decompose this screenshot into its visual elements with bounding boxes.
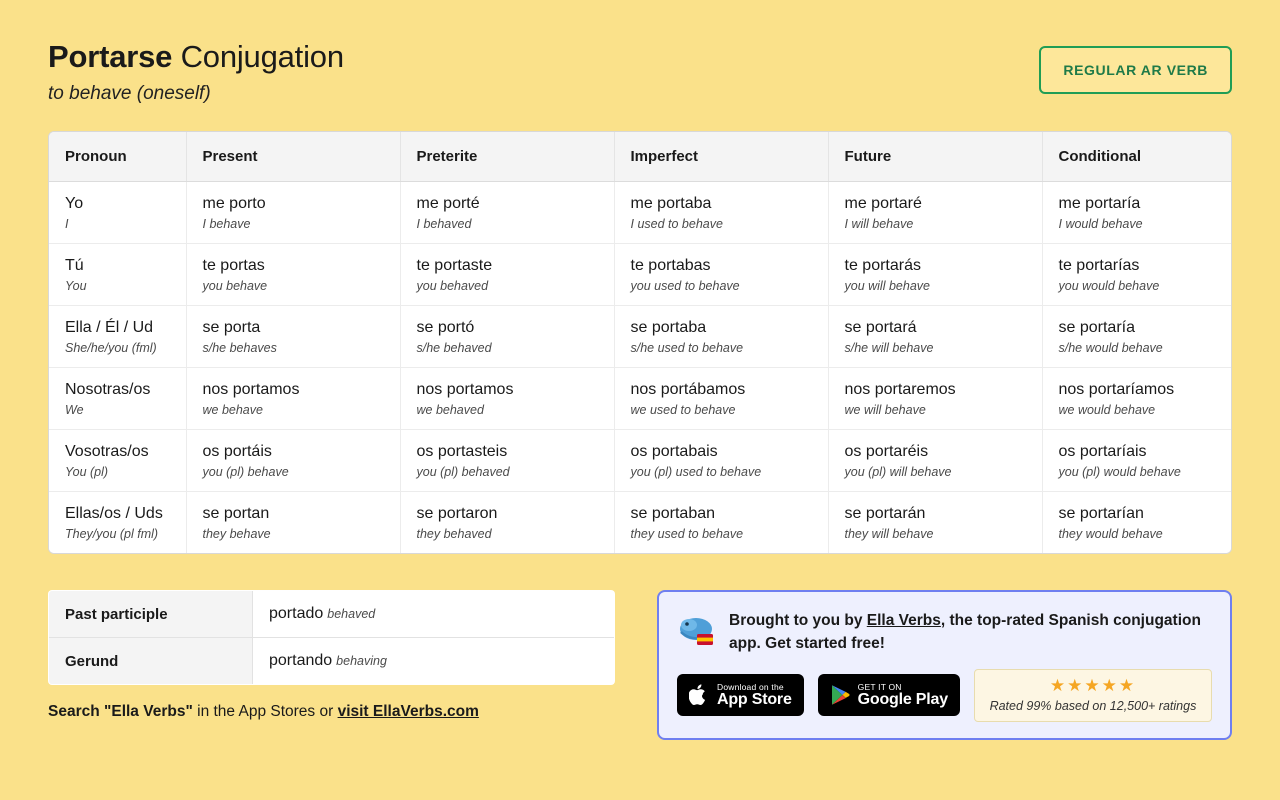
conjugation-form: me portaré — [844, 195, 922, 213]
column-header-preterite: Preterite — [400, 132, 614, 182]
conjugation-cell — [614, 306, 828, 368]
table-row — [49, 492, 1232, 554]
pronoun-cell — [49, 430, 186, 492]
promo-box — [657, 590, 1232, 740]
pronoun-cell — [49, 244, 186, 306]
conjugation-cell — [400, 244, 614, 306]
extra-forms-section — [48, 590, 615, 721]
conjugation-form: se portaron — [416, 505, 498, 523]
conjugation-form: te portarás — [844, 257, 921, 275]
conjugation-form: nos portamos — [416, 381, 514, 399]
past-participle-cell — [253, 591, 615, 638]
rating-box — [974, 669, 1212, 722]
promo-header — [677, 610, 1212, 655]
conjugation-translation: we will behave — [844, 403, 926, 418]
pronoun-label: Tú — [65, 257, 84, 275]
conjugation-translation: s/he behaves — [202, 341, 277, 356]
conjugation-cell — [828, 430, 1042, 492]
google-play-big-label: Google Play — [857, 690, 948, 708]
gerund-translation: behaving — [336, 654, 387, 669]
conjugation-cell — [186, 182, 400, 244]
conjugation-translation: they behaved — [416, 527, 492, 542]
conjugation-cell — [186, 492, 400, 554]
conjugation-translation: they behave — [202, 527, 271, 542]
conjugation-cell — [186, 306, 400, 368]
conjugation-form: os portáis — [202, 443, 272, 461]
conjugation-form: os portabais — [630, 443, 718, 461]
conjugation-table — [49, 132, 1232, 553]
conjugation-form: se portarán — [844, 505, 926, 523]
conjugation-form: os portaréis — [844, 443, 929, 461]
pronoun-translation: We — [65, 403, 84, 418]
conjugation-translation: I used to behave — [630, 217, 723, 232]
pronoun-translation: You (pl) — [65, 465, 109, 480]
table-row — [49, 638, 615, 685]
conjugation-cell — [186, 430, 400, 492]
google-play-labels — [858, 683, 948, 709]
column-header-present: Present — [186, 132, 400, 182]
pronoun-cell — [49, 306, 186, 368]
conjugation-cell — [1042, 430, 1232, 492]
conjugation-form: me portaba — [630, 195, 712, 213]
conjugation-translation: you behave — [202, 279, 268, 294]
conjugation-translation: you will behave — [844, 279, 930, 294]
conjugation-translation: you (pl) would behave — [1058, 465, 1181, 480]
conjugation-translation: you behaved — [416, 279, 489, 294]
conjugation-form: nos portaremos — [844, 381, 956, 399]
promo-text-after: , the top-rated Spanish conjugation app. Get started free! — [729, 612, 1201, 652]
table-row — [49, 591, 615, 638]
search-callout-prefix: Search "Ella Verbs" — [48, 703, 193, 721]
conjugation-translation: they used to behave — [630, 527, 744, 542]
past-participle-translation: behaved — [327, 607, 376, 622]
past-participle-form: portado — [269, 605, 324, 623]
conjugation-translation: you (pl) will behave — [844, 465, 952, 480]
rating-text: Rated 99% based on 12,500+ ratings — [989, 698, 1197, 713]
conjugation-form: te portabas — [630, 257, 711, 275]
store-buttons — [677, 669, 1212, 722]
conjugation-cell — [400, 368, 614, 430]
conjugation-translation: I would behave — [1058, 217, 1143, 232]
conjugation-cell — [1042, 368, 1232, 430]
conjugation-form: se portaba — [630, 319, 707, 337]
pronoun-cell — [49, 492, 186, 554]
conjugation-form: se portaría — [1058, 319, 1135, 337]
conjugation-cell — [400, 430, 614, 492]
apple-icon — [689, 683, 709, 707]
conjugation-translation: you (pl) behaved — [416, 465, 510, 480]
conjugation-form: nos portamos — [202, 381, 300, 399]
conjugation-form: te portas — [202, 257, 265, 275]
pronoun-cell — [49, 368, 186, 430]
conjugation-cell — [828, 244, 1042, 306]
app-store-big-label: App Store — [717, 690, 792, 708]
table-row — [49, 306, 1232, 368]
ellaverbs-website-link[interactable]: visit EllaVerbs.com — [337, 703, 479, 721]
column-header-pronoun: Pronoun — [49, 132, 186, 182]
conjugation-translation: I behave — [202, 217, 251, 232]
conjugation-form: os portasteis — [416, 443, 508, 461]
search-callout — [48, 703, 615, 721]
conjugation-translation: you used to behave — [630, 279, 740, 294]
verb-translation: to behave (oneself) — [48, 83, 211, 105]
conjugation-cell — [400, 182, 614, 244]
pronoun-translation: She/he/you (fml) — [65, 341, 157, 356]
pronoun-translation: They/you (pl fml) — [65, 527, 159, 542]
conjugation-form: se porta — [202, 319, 261, 337]
ella-verbs-link[interactable]: Ella Verbs — [866, 612, 941, 630]
conjugation-translation: s/he used to behave — [630, 341, 744, 356]
gerund-cell — [253, 638, 615, 685]
conjugation-cell — [614, 368, 828, 430]
column-header-future: Future — [828, 132, 1042, 182]
column-header-imperfect: Imperfect — [614, 132, 828, 182]
conjugation-form: nos portábamos — [630, 381, 746, 399]
conjugation-cell — [614, 244, 828, 306]
conjugation-cell — [828, 492, 1042, 554]
pronoun-label: Yo — [65, 195, 84, 213]
page-title — [48, 38, 344, 75]
pronoun-label: Vosotras/os — [65, 443, 149, 461]
conjugation-translation: they will behave — [844, 527, 934, 542]
conjugation-cell — [186, 368, 400, 430]
conjugation-translation: s/he behaved — [416, 341, 492, 356]
conjugation-form: se portaban — [630, 505, 716, 523]
conjugation-form: se portó — [416, 319, 475, 337]
pronoun-label: Nosotras/os — [65, 381, 151, 399]
row-header-gerund: Gerund — [49, 638, 253, 685]
table-row — [49, 244, 1232, 306]
conjugation-table-wrapper — [48, 131, 1232, 554]
row-header-past-participle: Past participle — [49, 591, 253, 638]
conjugation-form: me porto — [202, 195, 266, 213]
conjugation-translation: s/he would behave — [1058, 341, 1163, 356]
conjugation-cell — [1042, 182, 1232, 244]
page-header — [48, 34, 1232, 105]
conjugation-cell — [614, 182, 828, 244]
page-title-suffix: Conjugation — [172, 39, 344, 74]
extra-forms-table — [48, 590, 615, 685]
bottom-section — [48, 590, 1232, 740]
promo-text — [729, 610, 1212, 655]
title-block — [48, 34, 344, 105]
conjugation-cell — [828, 306, 1042, 368]
conjugation-translation: they would behave — [1058, 527, 1163, 542]
app-store-small-label: Download on the — [717, 681, 784, 692]
pronoun-label: Ella / Él / Ud — [65, 319, 154, 337]
conjugation-translation: you would behave — [1058, 279, 1160, 294]
conjugation-translation: we behave — [202, 403, 263, 418]
conjugation-translation: s/he will behave — [844, 341, 934, 356]
conjugation-cell — [1042, 492, 1232, 554]
column-header-conditional: Conditional — [1042, 132, 1232, 182]
conjugation-form: se portan — [202, 505, 270, 523]
table-row — [49, 430, 1232, 492]
search-callout-middle: in the App Stores or — [192, 703, 338, 721]
table-header-row — [49, 132, 1232, 182]
conjugation-translation: you (pl) used to behave — [630, 465, 762, 480]
conjugation-form: se portará — [844, 319, 917, 337]
conjugation-form: me portaría — [1058, 195, 1141, 213]
verb-name: Portarse — [48, 39, 173, 74]
app-store-button[interactable] — [677, 674, 804, 716]
conjugation-form: nos portaríamos — [1058, 381, 1175, 399]
conjugation-translation: we used to behave — [630, 403, 736, 418]
conjugation-translation: I behaved — [416, 217, 472, 232]
table-row — [49, 368, 1232, 430]
conjugation-form: te portarías — [1058, 257, 1140, 275]
google-play-button[interactable] — [818, 674, 960, 716]
conjugation-cell — [186, 244, 400, 306]
conjugation-form: me porté — [416, 195, 480, 213]
conjugation-cell — [400, 492, 614, 554]
conjugation-translation: we would behave — [1058, 403, 1156, 418]
conjugation-cell — [614, 492, 828, 554]
conjugation-cell — [1042, 306, 1232, 368]
conjugation-form: os portaríais — [1058, 443, 1147, 461]
conjugation-cell — [828, 368, 1042, 430]
google-play-small-label: GET IT ON — [857, 681, 902, 692]
conjugation-cell — [614, 430, 828, 492]
pronoun-cell — [49, 182, 186, 244]
pronoun-translation: I — [65, 217, 69, 232]
star-rating-icon: ★★★★★ — [1049, 676, 1137, 696]
status-badge: REGULAR AR VERB — [1039, 46, 1232, 94]
ella-verbs-logo-icon — [677, 612, 717, 648]
conjugation-form: se portarían — [1058, 505, 1144, 523]
conjugation-form: te portaste — [416, 257, 493, 275]
table-row — [49, 182, 1232, 244]
app-store-labels — [717, 683, 792, 709]
conjugation-cell — [400, 306, 614, 368]
pronoun-label: Ellas/os / Uds — [65, 505, 163, 523]
promo-text-before: Brought to you by — [729, 612, 867, 630]
conjugation-translation: I will behave — [844, 217, 914, 232]
conjugation-cell — [828, 182, 1042, 244]
conjugation-translation: we behaved — [416, 403, 484, 418]
gerund-form: portando — [269, 652, 333, 670]
pronoun-translation: You — [65, 279, 87, 294]
conjugation-translation: you (pl) behave — [202, 465, 289, 480]
conjugation-cell — [1042, 244, 1232, 306]
google-play-icon — [830, 684, 850, 706]
